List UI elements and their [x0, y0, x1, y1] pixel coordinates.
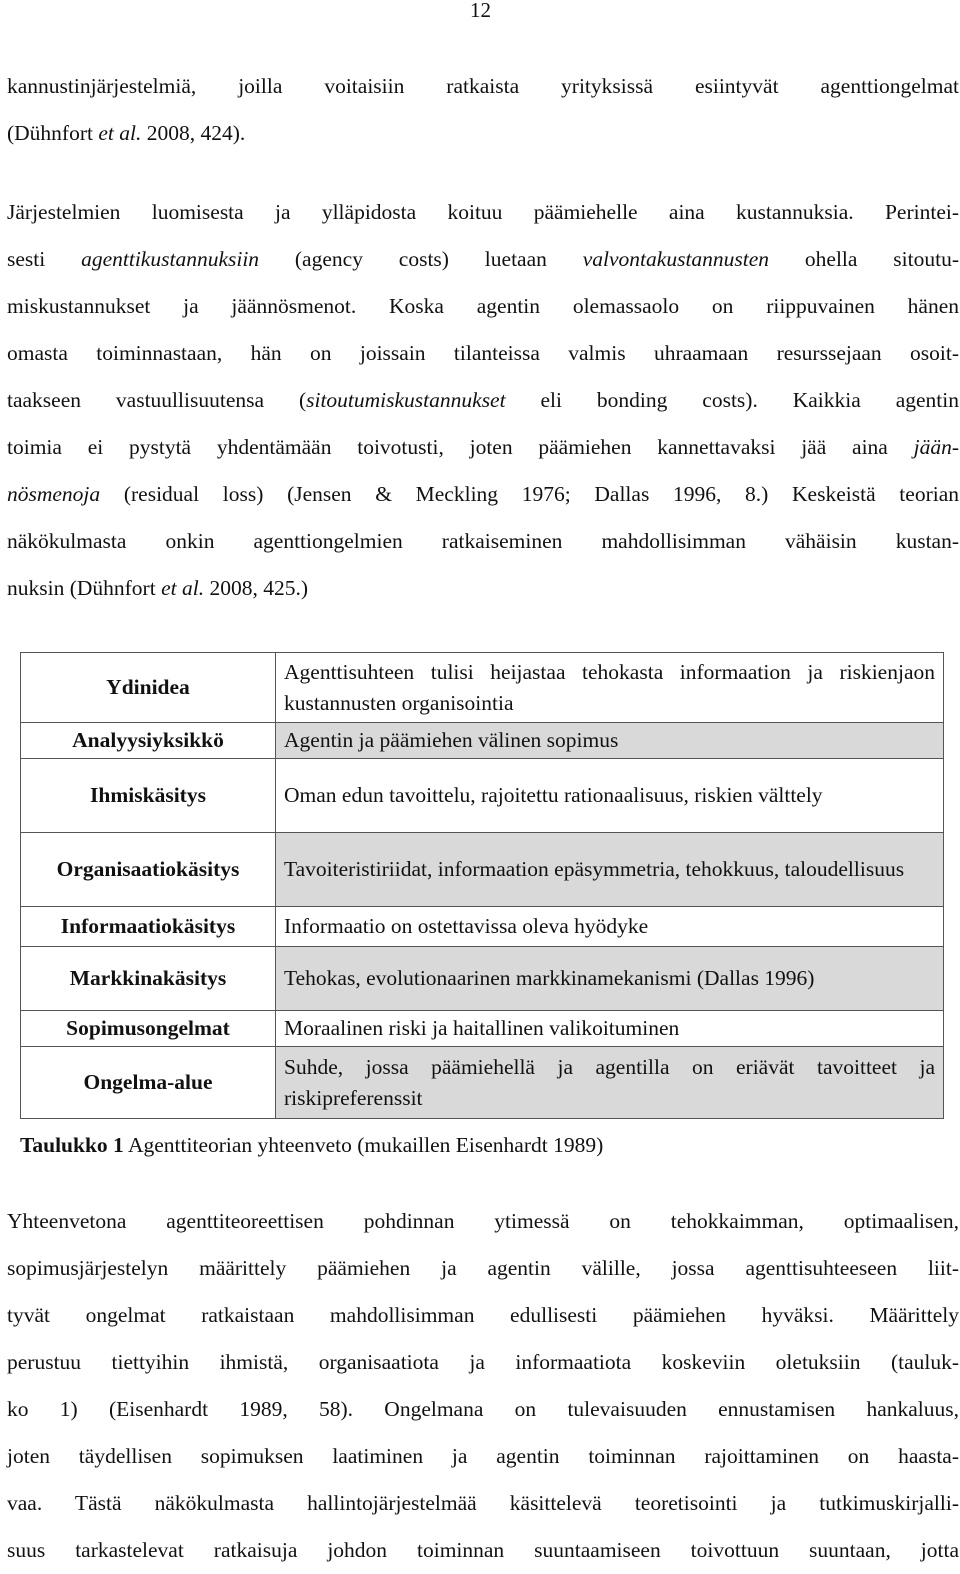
table-row	[21, 723, 944, 759]
table-row	[21, 907, 944, 947]
row-label: Ongelma-alue	[21, 1047, 276, 1119]
agency-theory-summary-table	[20, 652, 944, 1119]
row-label: Analyysiyksikkö	[21, 723, 276, 759]
text-line: vaa. Tästä näkökulmasta hallintojärjestelmää käsittelevä teoretisointi ja tutkimuskirjalli-	[7, 1491, 959, 1515]
text-line: nuksin (Dühnfort et al. 2008, 425.)	[7, 576, 308, 600]
caption-text: Agenttiteorian yhteenveto (mukaillen Eisenhardt 1989)	[123, 1133, 604, 1157]
text-line: nösmenoja (residual loss) (Jensen & Meckling 1976; Dallas 1996, 8.) Keskeistä teorian	[7, 482, 959, 506]
row-label: Informaatiokäsitys	[21, 907, 276, 947]
table-row	[21, 653, 944, 723]
text-line: ko 1) (Eisenhardt 1989, 58). Ongelmana on tulevaisuuden ennustamisen hankaluus,	[7, 1397, 959, 1421]
paragraph-3	[7, 1198, 959, 1574]
text-line: (Dühnfort et al. 2008, 424).	[7, 121, 246, 145]
text-line: Järjestelmien luomisesta ja ylläpidosta koituu päämiehelle aina kustannuksia. Perintei-	[7, 200, 959, 224]
row-label: Sopimusongelmat	[21, 1011, 276, 1047]
text-line: omasta toiminnastaan, hän on joissain tilanteissa valmis uhraamaan resurssejaan osoit-	[7, 341, 959, 365]
row-label: Organisaatiokäsitys	[21, 833, 276, 907]
text-line: sopimusjärjestelyn määrittely päämiehen ja agentin välille, jossa agenttisuhteeseen liit-	[7, 1256, 959, 1280]
row-value: Tehokas, evolutionaarinen markkinamekanismi (Dallas 1996)	[276, 947, 944, 1011]
table-row	[21, 1011, 944, 1047]
row-label: Ydinidea	[21, 653, 276, 723]
text-line: kannustinjärjestelmiä, joilla voitaisiin ratkaista yrityksissä esiintyvät agenttiongelmat	[7, 74, 959, 98]
caption-label: Taulukko 1	[20, 1133, 124, 1157]
row-label: Markkinakäsitys	[21, 947, 276, 1011]
text-line: miskustannukset ja jäännösmenot. Koska agentin olemassaolo on riippuvainen hänen	[7, 294, 959, 318]
row-value: Moraalinen riski ja haitallinen valikoituminen	[276, 1011, 944, 1047]
row-value: Agentin ja päämiehen välinen sopimus	[276, 723, 944, 759]
paragraph-2	[7, 189, 959, 612]
text-line: sesti agenttikustannuksiin (agency costs) luetaan valvontakustannusten ohella sitoutu-	[7, 247, 960, 271]
table-row	[21, 947, 944, 1011]
text-line: tyvät ongelmat ratkaistaan mahdollisimman edullisesti päämiehen hyväksi. Määrittely	[7, 1303, 959, 1327]
table-row	[21, 759, 944, 833]
table-caption	[20, 1130, 603, 1161]
text-line: suus tarkastelevat ratkaisuja johdon toiminnan suuntaamiseen toivottuun suuntaan, jotta	[7, 1538, 959, 1562]
text-line: joten täydellisen sopimuksen laatiminen ja agentin toiminnan rajoittaminen on haasta-	[7, 1444, 959, 1468]
text-line: näkökulmasta onkin agenttiongelmien ratkaiseminen mahdollisimman vähäisin kustan-	[7, 529, 959, 553]
text-line: taakseen vastuullisuutensa (sitoutumiskustannukset eli bonding costs). Kaikkia agentin	[7, 388, 959, 412]
row-value: Informaatio on ostettavissa oleva hyödyke	[276, 907, 944, 947]
text-line: toimia ei pystytä yhdentämään toivotusti, joten päämiehen kannettavaksi jää aina jään-	[7, 435, 959, 459]
row-value: Oman edun tavoittelu, rajoitettu rationaalisuus, riskien välttely	[276, 759, 944, 833]
page-number: 12	[470, 0, 491, 22]
text-line: Yhteenvetona agenttiteoreettisen pohdinnan ytimessä on tehokkaimman, optimaalisen,	[7, 1209, 959, 1233]
text-line: perustuu tiettyihin ihmistä, organisaatiota ja informaatiota koskeviin oletuksiin (tauluk-	[7, 1350, 959, 1374]
paragraph-1	[7, 63, 959, 157]
row-label: Ihmiskäsitys	[21, 759, 276, 833]
table-row	[21, 833, 944, 907]
row-value: Tavoiteristiriidat, informaation epäsymmetria, tehokkuus, taloudellisuus	[276, 833, 944, 907]
table-row	[21, 1047, 944, 1119]
row-value: Suhde, jossa päämiehellä ja agentilla on eriävät tavoitteet ja riskipreferenssit	[276, 1047, 944, 1119]
row-value: Agenttisuhteen tulisi heijastaa tehokasta informaation ja riskienjaon kustannusten organisointia	[276, 653, 944, 723]
